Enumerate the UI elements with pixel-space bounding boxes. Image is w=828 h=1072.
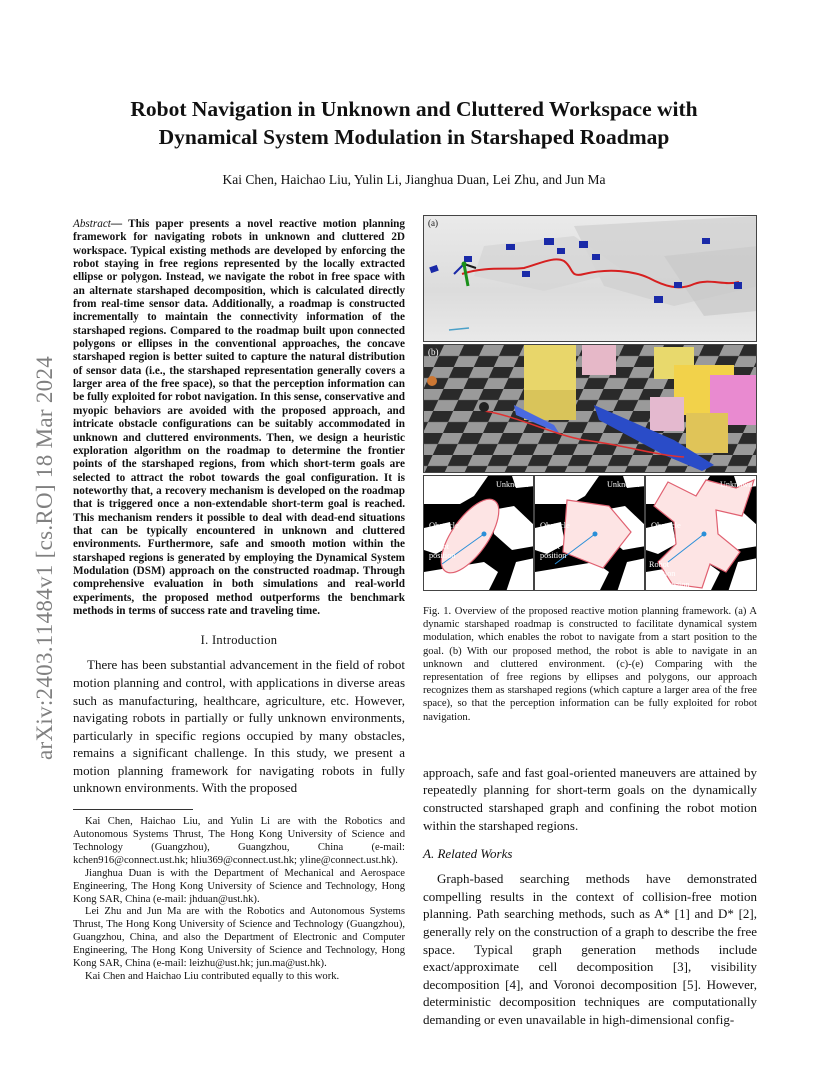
unknown-label: Unknown [607, 480, 640, 489]
intro-paragraph: There has been substantial advancement in the field of robot motion planning and control, with applications in diverse areas such as manufacturing, healthcare, agriculture, etc. However, navigating robots in partially or fully unknown environments, particularly in specific regions occupied by many obstacles, remains a significant challenge. In this study, we present a motion planning framework for navigating robots in fully unknown environments. With the proposed [73, 657, 405, 796]
section-heading-introduction: I. Introduction [200, 633, 278, 648]
left-column [73, 218, 405, 984]
related-works-paragraph: Graph-based searching methods have demonstrated compelling results in the context of collision-free motion planning. Path searching methods, such as A* [1] and D* [2], generally rely on the construction of a graph to describe the free space. Typical graph generation methods include exact/approximate cell decomposition [3], visibility decomposition [4], and Voronoi decomposition [5]. However, deterministic decomposition techniques are computationally demanding or even unavailable in high-dimensional config- [423, 871, 757, 1027]
panel-label-c: (c) [428, 479, 438, 489]
footnotes [73, 816, 405, 984]
footnote-affiliation-1: Kai Chen, Haichao Liu, and Yulin Li are with the Robotics and Autonomous Systems Thrust, The Hong Kong University of Science and Technology (Guangzhou), Guangzhou, China (e-mail: kchen916@connect.ust.hk; hliu369@connect.ust.hk; yline@connect.ust.hk). [73, 816, 405, 866]
robot-position-label: Robot position [540, 542, 567, 560]
robot-position-label: Robot position [429, 542, 456, 560]
panel-label-a: (a) [428, 218, 438, 228]
paper-title: Robot Navigation in Unknown and Cluttered Workspace with Dynamical System Modulation in Starshaped Roadmap [130, 97, 698, 149]
panel-label-d: (d) [539, 479, 550, 489]
footnote-equal-contribution: Kai Chen and Haichao Liu contributed equally to this work. [85, 970, 340, 982]
panel-e-starshaped-representation [645, 475, 757, 591]
intro-continuation-paragraph: approach, safe and fast goal-oriented maneuvers are attained by repeatedly planning for short-term goals on the dynamically constructed starshaped graph and confining the robot motion within the starshaped regions. [423, 764, 757, 833]
footnote-divider [73, 809, 193, 810]
obstacle-label: Obstacle [540, 520, 570, 530]
unknown-label: Unknown [496, 480, 529, 489]
panel-label-e: (e) [650, 479, 660, 489]
subsection-heading-related-works: A. Related Works [423, 846, 513, 862]
free-region-label: Free region [652, 580, 690, 589]
abstract [73, 218, 405, 618]
panel-d-polygon-representation [534, 475, 645, 591]
right-body [423, 764, 757, 1029]
figure-1 [423, 215, 757, 591]
simulation-render [424, 216, 757, 342]
panel-c-ellipse-representation [423, 475, 534, 591]
unknown-label: Unknown [720, 480, 753, 489]
panel-label-b: (b) [428, 347, 439, 357]
right-column [423, 215, 757, 1029]
panel-b-real-world [423, 344, 757, 473]
obstacle-label: Obstacle [429, 520, 459, 530]
footnote-affiliation-3: Lei Zhu and Jun Ma are with the Robotics and Autonomous Systems Thrust, The Hong Kong University of Science and Technology (Guangzhou), Guangzhou, China, and also the Department of Electronic and Computer Engineering, The Hong Kong University of Science and Technology, Hong Kong SAR, China (e-mail: leizhu@ust.hk; jun.ma@ust.hk). [73, 906, 405, 970]
arxiv-stamp [28, 290, 58, 770]
polygon-diagram [535, 476, 645, 591]
abstract-label: Abstract [73, 218, 111, 230]
obstacle-label: Obstacle [651, 520, 681, 530]
figure-caption: Fig. 1. Overview of the proposed reactive motion planning framework. (a) A dynamic starshaped roadmap is constructed to facilitate dynamical system modulation, which enables the robot to navigate from a start position to the goal. (b) With our proposed method, the robot is able to navigate in an unknown and cluttered environment. (c)-(e) Comparing with the representation of free regions by ellipses and polygons, our approach recognizes them as starshaped regions (which capture a larger area of the free space), so that the perception information can be fully exploited for robot navigation. [423, 606, 757, 723]
free-region-label: Free region [438, 576, 476, 585]
ellipse-diagram [424, 476, 534, 591]
arxiv-id: arXiv:2403.11484v1 [cs.RO] 18 Mar 2024 [32, 355, 57, 760]
robot-position-label: Robot position [649, 560, 676, 578]
real-world-photo [424, 345, 757, 473]
free-region-label: Free region [549, 576, 587, 585]
footnote-affiliation-2: Jianghua Duan is with the Department of Mechanical and Aerospace Engineering, The Hong Kong University of Science and Technology, Hong Kong SAR, China (e-mail: jhduan@ust.hk). [73, 867, 405, 905]
author-list: Kai Chen, Haichao Liu, Yulin Li, Jianghua Duan, Lei Zhu, and Jun Ma [222, 172, 606, 187]
abstract-text: — This paper presents a novel reactive motion planning framework for navigating robots in unknown and cluttered 2D workspace. Typical existing methods are developed by enforcing the robot staying in free regions represented by the locally extracted ellipse or polygon. Instead, we navigate the robot in free space with an alternate starshaped decomposition, which is calculated directly from real-time sensor data. Additionally, a roadmap is constructed incrementally to maintain the connectivity information of the starshaped regions. Compared to the roadmap built upon connected polygons or ellipses in the conventional approaches, the concave starshaped region is better suited to capture the natural distribution of sensor data (i.e., the starshaped representation generally covers a larger area of the free space), so that the perception information can be fully exploited for robot navigation. In this sense, conservative and myopic behaviors are avoided with the proposed approach, and intricate obstacle configurations can be suitably accommodated in unknown and cluttered environments. Then, we design a heuristic exploration algorithm on the roadmap to determine the frontier points of the starshaped regions, from which short-term goals are selected to attract the robot towards the goal configuration. It is noteworthy that, a recovery mechanism is developed on the roadmap that is triggered once a non-extendable short-term goal is reached. This mechanism renders it possible to deal with dead-end situations that can be typically encountered in unknown and cluttered environments. Furthermore, safe and smooth motion within the starshaped regions is generated by employing the Dynamical System Modulation (DSM) approach on the constructed roadmap. Through comprehensive evaluation in both simulations and real-world experiments, the proposed method outperforms the benchmark methods in terms of success rate and traveling time. [73, 218, 405, 617]
panel-a-simulation [423, 215, 757, 342]
